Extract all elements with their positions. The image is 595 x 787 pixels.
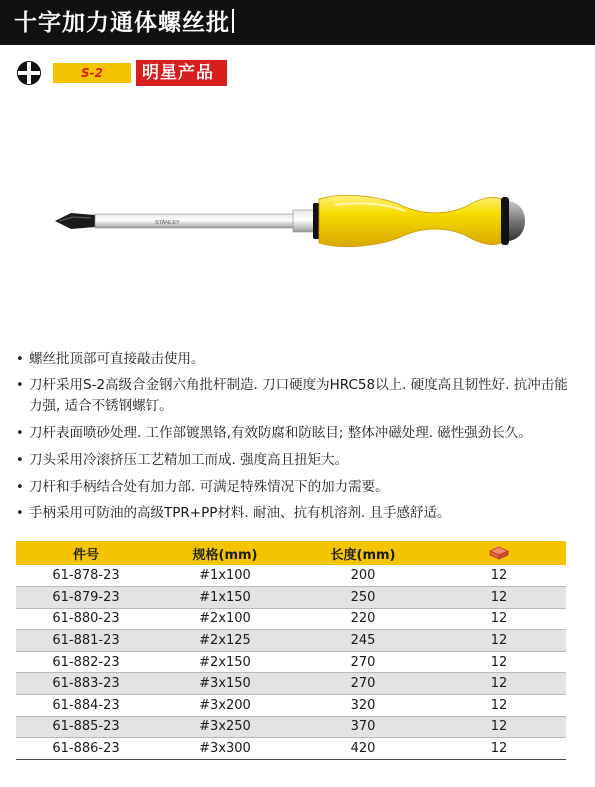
- cell-length: 245: [294, 630, 432, 652]
- phillips-cross-icon: [16, 60, 42, 86]
- cell-length: 270: [350, 654, 376, 670]
- feature-item: • 手柄采用可防油的高级TPR+PP材料. 耐油、抗有机溶剂. 且手感舒适。: [16, 503, 581, 524]
- star-product-badge: 明星产品: [132, 60, 227, 86]
- table-row: [16, 695, 566, 717]
- table-row: [16, 673, 566, 695]
- feature-item: • 螺丝批顶部可直接敲击使用。: [16, 349, 581, 375]
- cell-part: 61-878-23: [52, 568, 120, 584]
- cell-part: 61-882-23: [52, 654, 120, 670]
- header-package-qty: [432, 541, 566, 565]
- table-row: [16, 587, 566, 609]
- cell-part: 61-883-23: [16, 673, 156, 695]
- material-badge: S-2: [53, 63, 131, 83]
- cell-part: 61-885-23: [16, 716, 156, 738]
- spec-table: [16, 541, 566, 760]
- feature-item: • 刀头采用冷滚挤压工艺精加工而成. 强度高且扭矩大。: [16, 450, 581, 477]
- table-row: [16, 630, 566, 652]
- feature-list: [16, 349, 581, 524]
- cell-qty: 12: [490, 697, 508, 713]
- cell-length: 270: [294, 673, 432, 695]
- cell-length: 420: [350, 741, 376, 757]
- cell-spec: #3x250: [156, 716, 294, 738]
- feature-item: • 刀杆采用S-2高级合金钢六角批杆制造. 刀口硬度为HRC58以上. 硬度高且韧性好. 抗冲击能力强, 适合不锈钢螺钉。: [16, 375, 581, 423]
- cell-spec: #3x200: [199, 697, 251, 713]
- table-header-row: [16, 541, 566, 565]
- cell-length: 320: [350, 697, 376, 713]
- cell-length: 370: [294, 716, 432, 738]
- header-length: 长度(mm): [294, 541, 432, 565]
- cell-qty: 12: [432, 587, 566, 609]
- table-row: [16, 565, 566, 587]
- box-package-icon: [489, 546, 509, 560]
- cell-part: 61-880-23: [52, 611, 120, 627]
- cell-length: 220: [350, 611, 376, 627]
- feature-item: • 刀杆表面喷砂处理. 工作部镀黑铬,有效防腐和防眩目; 整体冲磁处理. 磁性强劲长久。: [16, 423, 581, 450]
- cell-part: 61-884-23: [52, 697, 120, 713]
- cell-qty: 12: [490, 611, 508, 627]
- table-row: [16, 608, 566, 630]
- cell-part: 61-879-23: [16, 587, 156, 609]
- cell-length: 200: [350, 568, 376, 584]
- cell-spec: #1x100: [199, 568, 251, 584]
- header-part-number: 件号: [16, 541, 156, 565]
- table-row: [16, 716, 566, 738]
- cell-part: 61-886-23: [52, 741, 120, 757]
- text-cursor: [232, 9, 234, 33]
- table-row: [16, 738, 566, 760]
- cell-spec: #2x100: [199, 611, 251, 627]
- cell-spec: #2x150: [199, 654, 251, 670]
- cell-qty: 12: [490, 741, 508, 757]
- cell-qty: 12: [432, 673, 566, 695]
- feature-item: • 刀杆和手柄结合处有加力部. 可满足特殊情况下的加力需要。: [16, 477, 581, 503]
- header-spec: 规格(mm): [156, 541, 294, 565]
- cell-qty: 12: [490, 654, 508, 670]
- cell-length: 250: [294, 587, 432, 609]
- cell-spec: #3x150: [156, 673, 294, 695]
- cell-qty: 12: [432, 630, 566, 652]
- table-row: [16, 651, 566, 673]
- cell-spec: #1x150: [156, 587, 294, 609]
- cell-spec: #3x300: [199, 741, 251, 757]
- cell-qty: 12: [490, 568, 508, 584]
- title-bar: [0, 0, 595, 45]
- cell-part: 61-881-23: [16, 630, 156, 652]
- yellow-screwdriver-image: [55, 185, 525, 255]
- cell-qty: 12: [432, 716, 566, 738]
- cell-spec: #2x125: [156, 630, 294, 652]
- svg-text:STANLEY: STANLEY: [155, 220, 180, 226]
- page-title: 十字加力通体螺丝批: [14, 9, 234, 37]
